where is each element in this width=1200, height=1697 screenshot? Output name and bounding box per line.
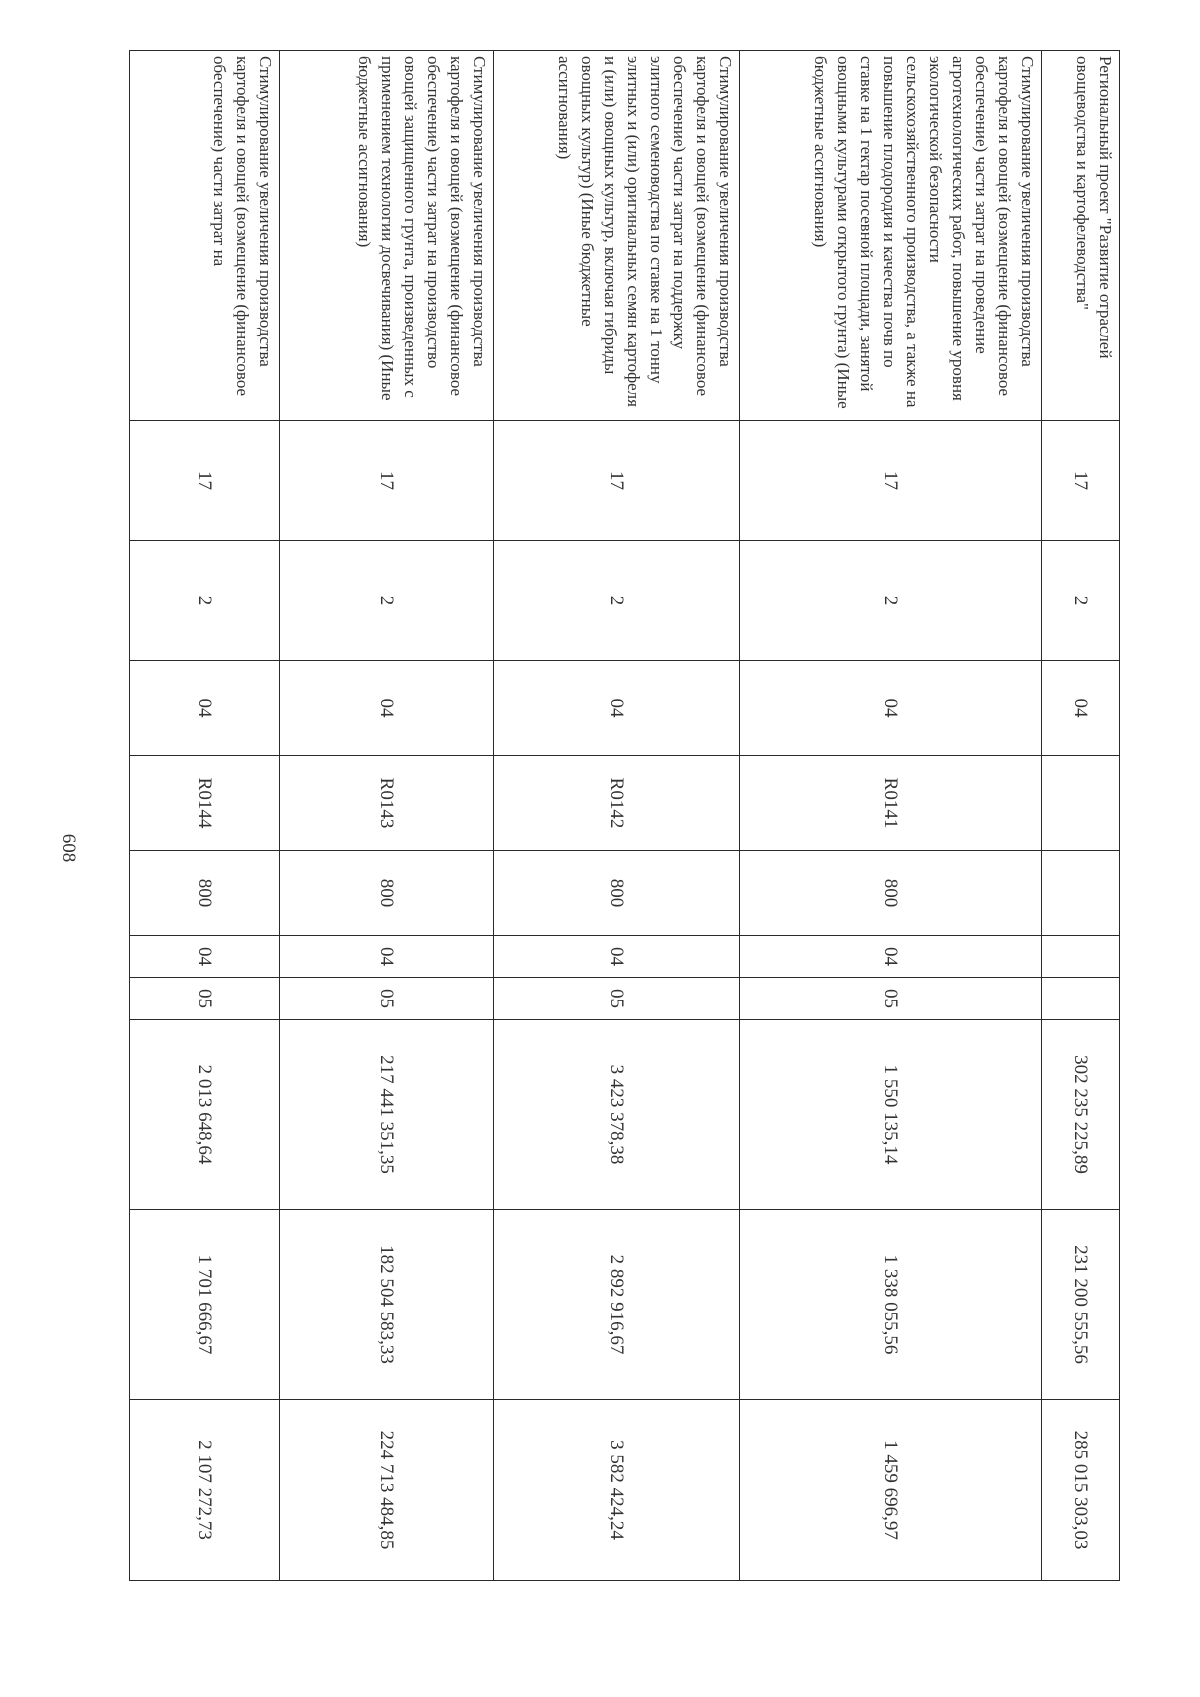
cell-amount-3: 2 107 272,73 — [130, 1400, 280, 1581]
cell-code-3: 04 — [494, 661, 740, 756]
cell-code-4: R0144 — [130, 756, 280, 851]
cell-amount-2: 231 200 555,56 — [1042, 1210, 1120, 1400]
cell-code-4 — [1042, 756, 1120, 851]
cell-amount-1: 2 013 648,64 — [130, 1020, 280, 1210]
table-row — [280, 51, 494, 1581]
cell-code-4: R0142 — [494, 756, 740, 851]
cell-code-5 — [1042, 851, 1120, 936]
cell-code-2: 2 — [494, 541, 740, 661]
cell-code-2: 2 — [280, 541, 494, 661]
table-row — [1042, 51, 1120, 1581]
row-description: Стимулирование увеличения производства картофеля и овощей (возмещение (финансовое обеспечение) части затрат на поддержку элитного семеноводства по ставке на 1 тонну элитных и (или) оригинальных семян картофеля и (или) овощных культур, включая гибриды овощных культур) (Иные бюджетные ассигнования) — [494, 51, 740, 421]
cell-code-1: 17 — [494, 421, 740, 541]
cell-code-5: 800 — [740, 851, 1042, 936]
cell-code-7 — [1042, 978, 1120, 1020]
cell-code-1: 17 — [280, 421, 494, 541]
cell-amount-1: 217 441 351,35 — [280, 1020, 494, 1210]
cell-code-7: 05 — [740, 978, 1042, 1020]
row-description: Стимулирование увеличения производства картофеля и овощей (возмещение (финансовое обеспечение) части затрат на проведение агротехнологических работ, повышение уровня экологической безопасности сельскохозяйственного производства, а также на повышение плодородия и качества почв по ставке на 1 гектар посевной площади, занятой овощными культурами открытого грунта) (Иные бюджетные ассигнования) — [740, 51, 1042, 421]
cell-code-6 — [1042, 936, 1120, 978]
cell-code-2: 2 — [130, 541, 280, 661]
cell-amount-1: 1 550 135,14 — [740, 1020, 1042, 1210]
cell-code-7: 05 — [280, 978, 494, 1020]
cell-code-6: 04 — [740, 936, 1042, 978]
cell-code-6: 04 — [494, 936, 740, 978]
cell-amount-2: 1 701 666,67 — [130, 1210, 280, 1400]
cell-amount-3: 224 713 484,85 — [280, 1400, 494, 1581]
row-description: Региональный проект "Развитие отраслей овощеводства и картофелеводства" — [1042, 51, 1120, 421]
cell-amount-2: 182 504 583,33 — [280, 1210, 494, 1400]
row-description: Стимулирование увеличения производства картофеля и овощей (возмещение (финансовое обеспечение) части затрат на — [130, 51, 280, 421]
cell-amount-3: 3 582 424,24 — [494, 1400, 740, 1581]
cell-code-5: 800 — [280, 851, 494, 936]
cell-code-7: 05 — [130, 978, 280, 1020]
cell-amount-2: 2 892 916,67 — [494, 1210, 740, 1400]
cell-amount-1: 3 423 378,38 — [494, 1020, 740, 1210]
cell-code-2: 2 — [740, 541, 1042, 661]
row-description: Стимулирование увеличения производства картофеля и овощей (возмещение (финансовое обеспечение) части затрат на производство овощей защищенного грунта, произведенных с применением технологии досвечивания) (Иные бюджетные ассигнования) — [280, 51, 494, 421]
table-row — [740, 51, 1042, 1581]
cell-code-1: 17 — [1042, 421, 1120, 541]
cell-code-7: 05 — [494, 978, 740, 1020]
cell-code-3: 04 — [740, 661, 1042, 756]
cell-code-5: 800 — [130, 851, 280, 936]
cell-code-3: 04 — [1042, 661, 1120, 756]
cell-code-4: R0143 — [280, 756, 494, 851]
cell-code-6: 04 — [280, 936, 494, 978]
cell-code-1: 17 — [130, 421, 280, 541]
budget-table-container — [130, 50, 1120, 1580]
table-row — [494, 51, 740, 1581]
page-number: 608 — [58, 833, 79, 863]
table-row — [130, 51, 280, 1581]
cell-amount-3: 285 015 303,03 — [1042, 1400, 1120, 1581]
cell-amount-1: 302 235 225,89 — [1042, 1020, 1120, 1210]
budget-table — [129, 50, 1120, 1581]
cell-code-6: 04 — [130, 936, 280, 978]
cell-code-3: 04 — [280, 661, 494, 756]
cell-code-5: 800 — [494, 851, 740, 936]
cell-code-1: 17 — [740, 421, 1042, 541]
cell-code-4: R0141 — [740, 756, 1042, 851]
cell-code-3: 04 — [130, 661, 280, 756]
cell-amount-3: 1 459 696,97 — [740, 1400, 1042, 1581]
cell-code-2: 2 — [1042, 541, 1120, 661]
cell-amount-2: 1 338 055,56 — [740, 1210, 1042, 1400]
